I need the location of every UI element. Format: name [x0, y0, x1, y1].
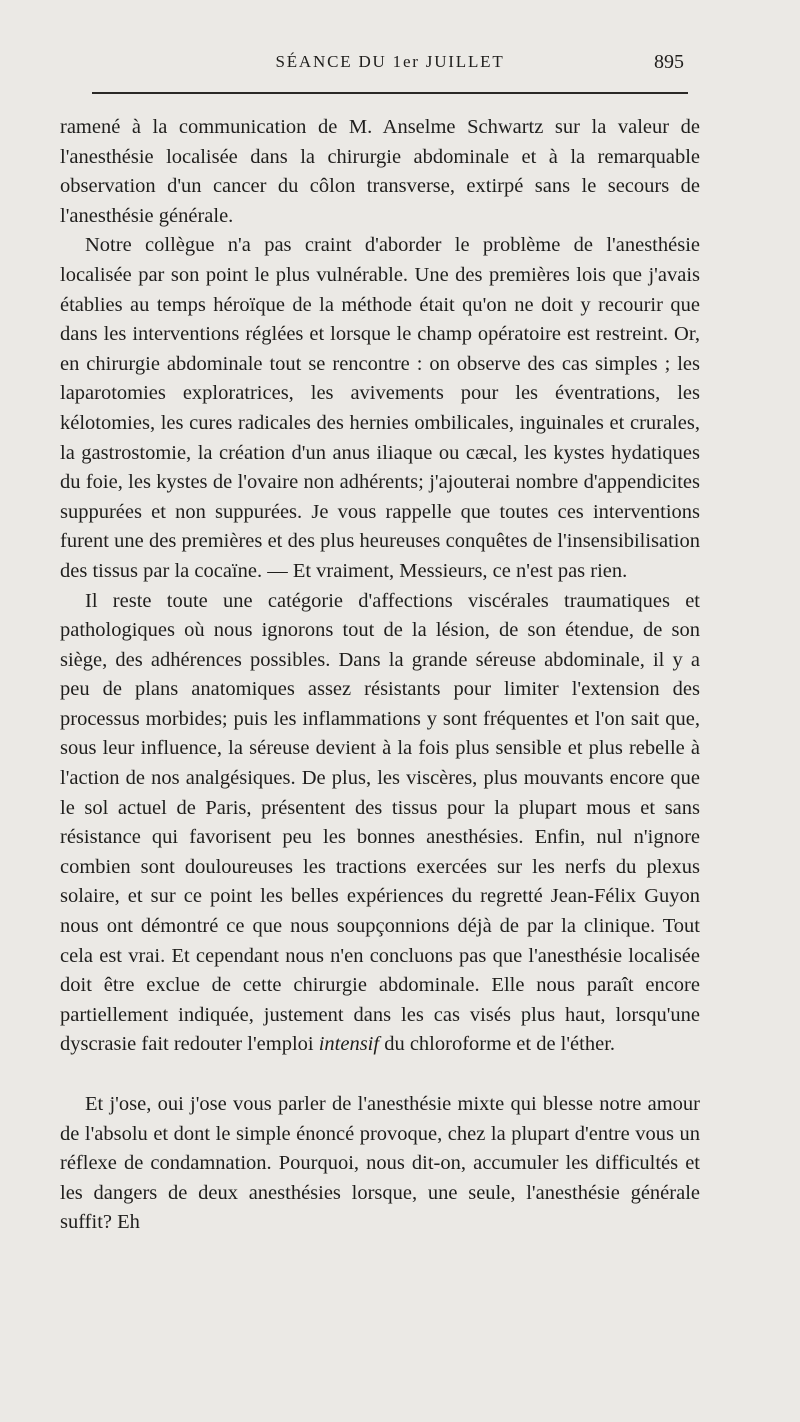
paragraph-3-text: Il reste toute une catégorie d'affections viscérales traumatiques et pathologiques où nous ignorons tout de la lésion, de son étendue, de son siège, des adhérences possibles. Dans la grande séreuse abdominale, il y a peu de plans anatomiques assez résistants pour limiter l'extension des processus morbides; puis les inflammations y sont fréquentes et l'on sait que, sous leur influence, la séreuse devient à la fois plus sensible et plus rebelle à l'action de nos analgésiques. De plus, les viscères, plus mouvants encore que le sol actuel de Paris, présentent des tissus pour la plupart mous et sans résistance qui favorisent peu les bonnes anesthésies. Enfin, nul n'ignore combien sont douloureuses les tractions exercées sur les nerfs du plexus solaire, et sur ce point les belles expériences du regretté Jean-Félix Guyon nous ont démontré ce que nous soupçonnions déjà de par la clinique. Tout cela est vrai. Et cependant nous n'en concluons pas que l'anesthésie localisée doit être exclue de cette chirurgie abdominale. Elle nous paraît encore partiellement indiquée, justement dans les cas visés plus haut, lorsqu'une dyscrasie fait redouter l'emploi — [60, 589, 700, 1056]
page-number: 895 — [654, 51, 684, 73]
header-rule — [92, 92, 688, 94]
running-title: SÉANCE DU 1er JUILLET — [275, 52, 505, 71]
paragraph-2-text: Notre collègue n'a pas craint d'aborder le problème de l'anesthésie localisée par son point le plus vulnérable. Une des premières lois que j'avais établies au temps héroïque de la méthode était qu'on ne doit y recourir que dans les interventions réglées et lorsque le champ opératoire est restreint. Or, en chirurgie abdominale tout se rencontre : on observe des cas simples ; les laparotomies exploratrices, les avivements pour les éventrations, les kélotomies, les cures radicales des hernies ombilicales, inguinales et crurales, la gastrostomie, la création d'un anus iliaque ou cæcal, les kystes hydatiques du foie, les kystes de l'ovaire non adhérents; j'ajouterai nombre d'appendicites suppurées et non suppurées. Je vous rappelle que toutes ces interventions furent une des premières et des plus heureuses conquêtes de l'insensibilisation des tissus par la cocaïne. — Et vraiment, Messieurs, ce n'est pas rien. — [60, 234, 700, 582]
paragraph-3-tail: du chloroforme et de l'éther. — [379, 1033, 616, 1056]
paragraph-3-italic: intensif — [318, 1033, 380, 1056]
paragraph-1 — [60, 113, 700, 231]
paragraph-3 — [60, 587, 700, 1061]
running-header — [92, 50, 688, 80]
paragraph-4-text: Et j'ose, oui j'ose vous parler de l'anesthésie mixte qui blesse notre amour de l'absolu et dont le simple énoncé provoque, chez la plupart d'entre vous un réflexe de condamnation. Pourquoi, nous dit-on, accumuler les difficultés et les dangers de deux anesthésies lorsque, une seule, l'anesthésie générale suffit? Eh — [60, 1093, 700, 1234]
paragraph-1-text: ramené à la communication de M. Anselme Schwartz sur la valeur de l'anesthésie localisée dans la chirurgie abdominale et à la remarquable observation d'un cancer du côlon transverse, extirpé sans le secours de l'anesthésie générale. — [60, 116, 700, 227]
body-text — [60, 113, 700, 1238]
paragraph-4 — [60, 1090, 700, 1238]
paragraph-2 — [60, 231, 700, 586]
